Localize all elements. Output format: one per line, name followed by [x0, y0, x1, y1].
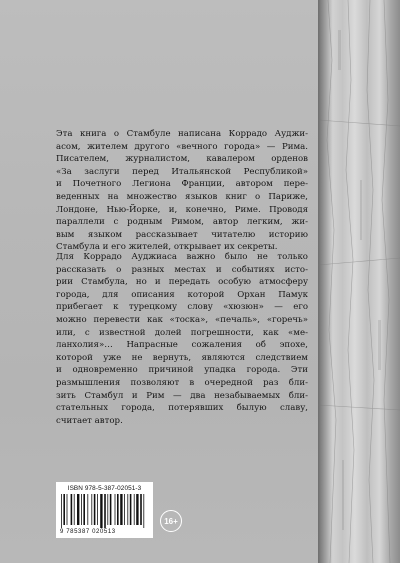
- barcode-icon: [60, 494, 149, 528]
- barcode-bar: [127, 494, 128, 525]
- barcode-bar: [104, 494, 106, 528]
- text-line: которой уже не вернуть, являются следствием: [56, 352, 308, 363]
- barcode-bar: [143, 494, 144, 528]
- barcode-bar: [134, 494, 135, 525]
- barcode-bar: [100, 494, 102, 528]
- barcode-bar: [110, 494, 112, 525]
- barcode-bar: [63, 494, 65, 525]
- text-line: параллели с родным Римом, автор легким, жи-: [56, 217, 308, 228]
- barcode-bar: [83, 494, 85, 525]
- text-line: Писателем, журналистом, кавалером орденов: [56, 154, 308, 165]
- barcode-bar: [91, 494, 92, 525]
- text-line: ланхолия»… Напрасные сожаления об эпохе,: [56, 340, 308, 351]
- text-line: Для Коррадо Ауджиаса важно было не только: [56, 252, 308, 262]
- description-paragraph-2: [56, 251, 308, 427]
- barcode-bar: [67, 494, 68, 525]
- age-rating-badge: 16+: [160, 510, 182, 532]
- text-line: прибегает к турецкому слову «хюзюн» — его: [56, 302, 308, 313]
- barcode-bar: [74, 494, 75, 525]
- barcode-digits: 9 785387 020513: [60, 529, 116, 535]
- text-line: стательных города, потерявших былую славу,: [56, 403, 308, 414]
- barcode-bar: [107, 494, 108, 525]
- barcode-bar: [77, 494, 79, 525]
- text-line: вым языком рассказывает читателю историю: [56, 229, 308, 240]
- text-line: и Почетного Легиона Франции, автором пере-: [56, 179, 308, 190]
- text-line: города, для описания которой Орхан Памук: [56, 289, 308, 300]
- barcode-bar: [136, 494, 138, 525]
- text-line: асом, жителем другого «вечного города» — Рима.: [56, 141, 308, 152]
- barcode-bar: [71, 494, 73, 525]
- text-line: считает автор.: [56, 415, 123, 426]
- barcode-bar: [97, 494, 98, 525]
- text-line: размышления позволяют в очередной раз бли-: [56, 377, 308, 388]
- barcode-bar: [94, 494, 96, 525]
- text-line: Эта книга о Стамбуле написана Коррадо Ауджи-: [56, 129, 308, 139]
- text-line: рии Стамбула, но и передать особую атмосферу: [56, 277, 308, 288]
- text-line: или, с известной долей погрешности, как «ме-: [56, 327, 308, 338]
- barcode-bar: [87, 494, 88, 525]
- barcode-bar: [130, 494, 132, 525]
- barcode-bar: [124, 494, 125, 525]
- barcode-bar: [117, 494, 119, 525]
- barcode-bar: [120, 494, 122, 525]
- text-line: можно перевести как «тоска», «печаль», «горечь»: [56, 314, 308, 325]
- text-line: «За заслуги перед Итальянской Республикой»: [56, 166, 308, 177]
- barcode-bar: [81, 494, 82, 525]
- barcode-bar: [140, 494, 142, 525]
- isbn-barcode-box: [56, 482, 153, 538]
- text-line: Стамбула и его жителей, открывает их секреты.: [56, 242, 278, 253]
- description-paragraph-1: [56, 128, 308, 254]
- stone-texture: [318, 0, 400, 563]
- barcode-bar: [61, 494, 62, 528]
- text-line: веденных на множество языков книг о Париже,: [56, 191, 308, 202]
- stone-photo-strip: [318, 0, 400, 563]
- text-line: зить Стамбул и Рим — два незабываемых бли-: [56, 390, 308, 401]
- barcode-bar: [115, 494, 116, 525]
- text-line: рассказать о разных местах и событиях исто-: [56, 264, 308, 275]
- isbn-label: ISBN 978-5-387-02051-3: [67, 485, 142, 492]
- text-line: Лондоне, Нью-Йорке, и, конечно, Риме. Проводя: [56, 204, 308, 215]
- text-line: и одновременно причиной упадка города. Эти: [56, 365, 308, 376]
